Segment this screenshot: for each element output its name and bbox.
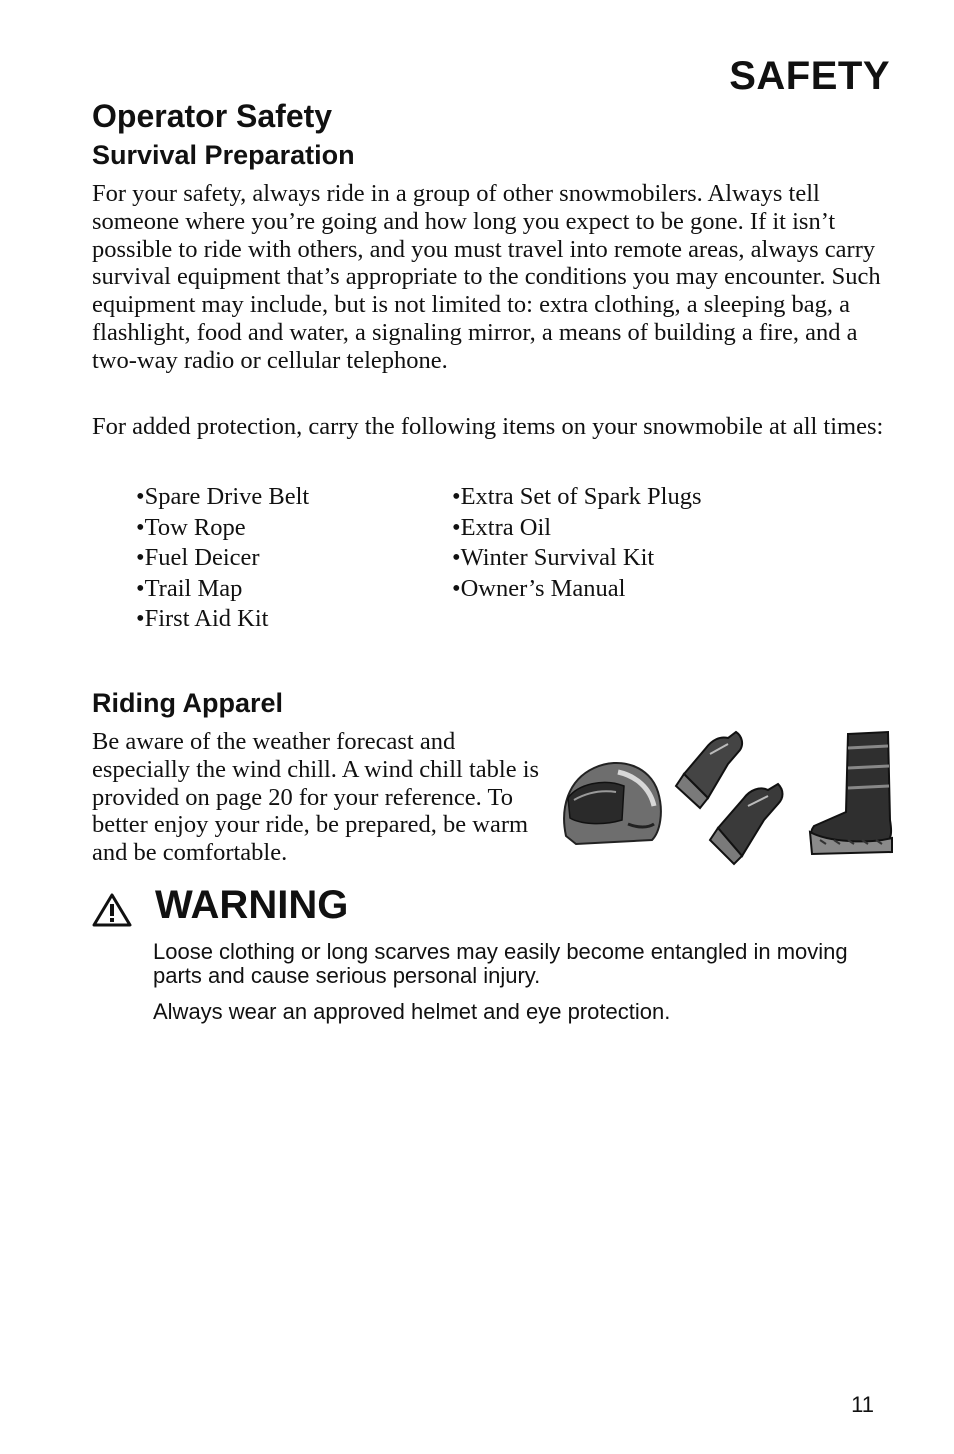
carry-items-list xyxy=(136,482,836,635)
list-item: •Trail Map xyxy=(136,574,243,602)
boot-image xyxy=(810,732,892,854)
page-number: 11 xyxy=(851,1392,874,1417)
survival-heading: Survival Preparation xyxy=(92,140,355,170)
survival-paragraph: For your safety, always ride in a group of other snowmobilers. Always tell someone where you’re going and how long you expect to be gone. If it isn’t possible to ride with others, and you must travel into remote areas, always carry survival equipment that’s appropriate to the conditions you may encounter. Such equipment may include, but is not limited to: extra clothing, a sleeping bag, a flashlight, food and water, a signaling mirror, a means of building a fire, and a two-way radio or cellular telephone. xyxy=(92,180,881,374)
warning-text-1: Loose clothing or long scarves may easily become entangled in moving parts and cause serious personal injury. xyxy=(153,939,848,988)
list-item: •Spare Drive Belt xyxy=(136,483,310,510)
protection-paragraph: For added protection, carry the following items on your snowmobile at all times: xyxy=(92,413,884,440)
apparel-heading: Riding Apparel xyxy=(92,688,284,718)
list-item: •Extra Oil xyxy=(452,513,552,541)
gloves-image xyxy=(676,732,783,864)
list-item: •Winter Survival Kit xyxy=(452,544,655,571)
warning-text-2: Always wear an approved helmet and eye protection. xyxy=(153,999,671,1024)
list-item: •Owner’s Manual xyxy=(452,574,626,602)
apparel-paragraph: Be aware of the weather forecast and especially the wind chill. A wind chill table is provided on page 20 for your reference. To better enjoy your ride, be prepared, be warm and be comfortable. xyxy=(92,728,540,867)
list-item: •First Aid Kit xyxy=(136,605,269,632)
section-header: SAFETY xyxy=(729,54,890,98)
warning-title: WARNING xyxy=(155,883,349,927)
list-item: •Fuel Deicer xyxy=(136,544,260,571)
list-item: •Extra Set of Spark Plugs xyxy=(452,483,702,510)
helmet-image xyxy=(564,763,661,844)
list-item: •Tow Rope xyxy=(136,513,246,541)
riding-apparel-illustration xyxy=(558,728,894,868)
warning-triangle-icon xyxy=(92,893,132,927)
page-title: Operator Safety xyxy=(92,98,333,134)
